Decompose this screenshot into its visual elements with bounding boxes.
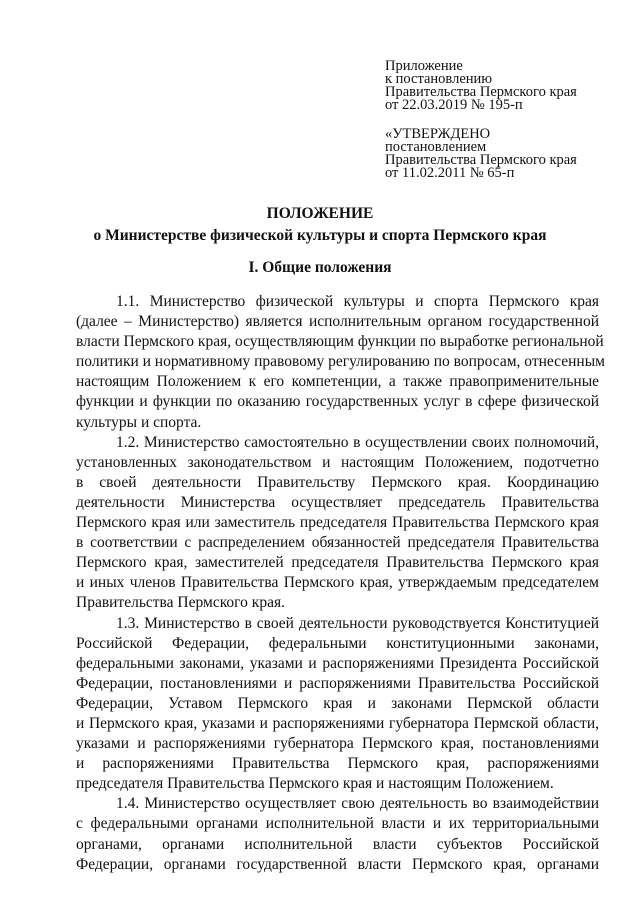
approval-line: Правительства Пермского края (385, 152, 577, 168)
paragraph-line: Правительства Пермского края. (76, 594, 285, 612)
paragraph (76, 292, 605, 433)
paragraph-line: 1.2. Министерство самостоятельно в осуществлении своих полномочий, (116, 433, 599, 451)
paragraph-line: Федерации, постановлениями и распоряжениями Правительства Российской (76, 674, 599, 692)
paragraph-line: и Пермского края, указами и распоряжениями губернатора Пермской области, (76, 714, 599, 732)
paragraph-line: в своей деятельности Правительству Пермского края. Координацию (76, 473, 599, 491)
paragraph-line: органами, органами исполнительной власти субъектов Российской (76, 835, 599, 853)
paragraph-line: культуры и спорта. (76, 413, 202, 431)
paragraph-line: настоящим Положением к его компетенции, а также правоприменительные (76, 373, 599, 391)
paragraph-line: Пермского края, заместителей председателя Правительства Пермского края (76, 554, 599, 572)
document-title: ПОЛОЖЕНИЕ (266, 205, 374, 222)
appendix-reference (385, 60, 635, 112)
paragraph-line: указами и распоряжениями губернатора Пермского края, постановлениями (76, 735, 599, 753)
approval-line: от 11.02.2011 № 65-п (385, 165, 515, 181)
paragraph (76, 794, 599, 874)
paragraph-line: в соответствии с распределением обязанностей председателя Правительства (76, 534, 599, 552)
document-subtitle: о Министерстве физической культуры и спорта Пермского края (93, 227, 547, 244)
appendix-line: Правительства Пермского края (385, 84, 577, 100)
paragraph (76, 614, 599, 795)
approval-line: «УТВЕРЖДЕНО (385, 126, 491, 142)
paragraph-line: Пермского края или заместитель председателя Правительства Пермского края (76, 514, 599, 532)
paragraph-line: власти Пермского края, осуществляющим функции по выработке региональной (76, 333, 604, 351)
paragraph-line: Федерации, органами государственной власти Пермского края, органами (76, 855, 599, 873)
appendix-line: Приложение (385, 58, 463, 74)
paragraph-line: (далее – Министерство) является исполнительным органом государственной (76, 313, 599, 331)
paragraph-line: политики и нормативному правовому регулированию по вопросам, отнесенным (76, 353, 605, 371)
paragraph-line: деятельности Министерства осуществляет председатель Правительства (76, 493, 599, 511)
paragraph-line: Российской Федерации, федеральными конституционными законами, (76, 634, 599, 652)
paragraph-line: председателя Правительства Пермского края и настоящим Положением. (76, 775, 554, 793)
paragraph-line: 1.1. Министерство физической культуры и спорта Пермского края (116, 293, 599, 310)
paragraph-line: и иных членов Правительства Пермского края, утверждаемым председателем (76, 574, 599, 592)
paragraph-line: 1.4. Министерство осуществляет свою деятельность во взаимодействии (116, 795, 599, 813)
appendix-line: к постановлению (385, 71, 493, 87)
approval-stamp (385, 128, 635, 180)
approval-line: постановлением (385, 139, 487, 155)
section-heading: I. Общие положения (248, 259, 392, 276)
paragraph-line: Федерации, Уставом Пермского края и законами Пермской области (76, 694, 599, 712)
appendix-line: от 22.03.2019 № 195-п (385, 97, 523, 113)
document-body (76, 292, 605, 875)
paragraph-line: и распоряжениями Правительства Пермского края, распоряжениями (76, 755, 599, 773)
paragraph-line: функции и функции по оказанию государственных услуг в сфере физической (76, 393, 599, 411)
paragraph-line: установленных законодательством и настоящим Положением, подотчетно (76, 453, 599, 471)
paragraph-line: с федеральными органами исполнительной власти и их территориальными (76, 815, 599, 833)
paragraph (76, 433, 599, 614)
paragraph-line: федеральными законами, указами и распоряжениями Президента Российской (76, 654, 599, 672)
paragraph-line: 1.3. Министерство в своей деятельности руководствуется Конституцией (116, 614, 599, 632)
